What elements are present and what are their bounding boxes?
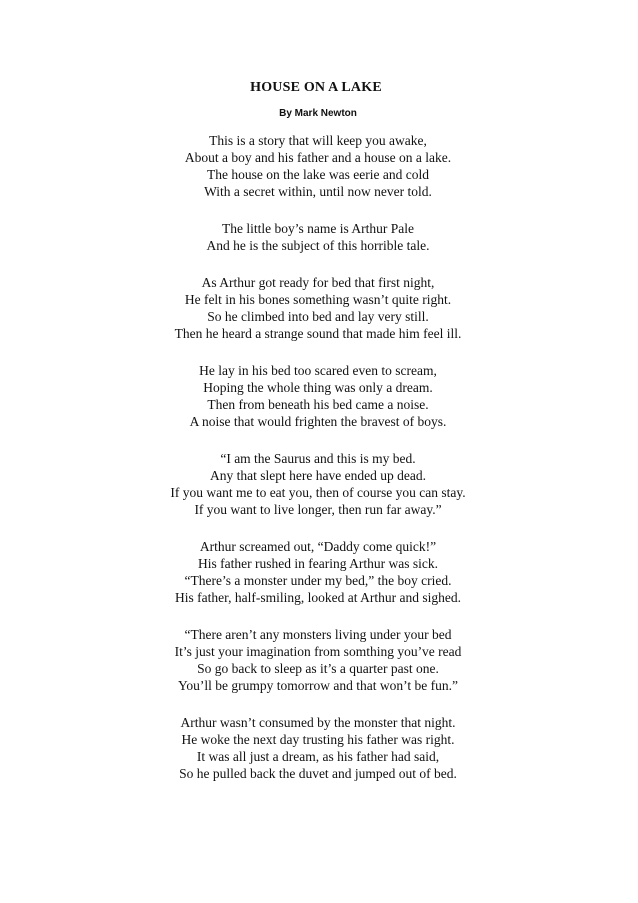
poem-line: So he climbed into bed and lay very still. bbox=[207, 309, 429, 324]
stanza bbox=[0, 714, 636, 782]
poem-line: If you want to live longer, then run far away.” bbox=[194, 502, 442, 517]
poem-line: Then he heard a strange sound that made him feel ill. bbox=[174, 326, 462, 341]
poem-line: As Arthur got ready for bed that first night, bbox=[201, 275, 435, 290]
poem-line: “There aren’t any monsters living under your bed bbox=[184, 627, 452, 642]
poem-line: Any that slept here have ended up dead. bbox=[210, 468, 426, 483]
poem-line: It’s just your imagination from somthing you’ve read bbox=[174, 644, 462, 659]
poem-line: And he is the subject of this horrible tale. bbox=[206, 238, 430, 253]
poem-title: HOUSE ON A LAKE bbox=[250, 80, 382, 95]
stanza bbox=[0, 362, 636, 430]
poem-line: The house on the lake was eerie and cold bbox=[207, 167, 429, 182]
poem-line: Then from beneath his bed came a noise. bbox=[207, 397, 429, 412]
poem-line: “I am the Saurus and this is my bed. bbox=[220, 451, 416, 466]
stanza bbox=[0, 220, 636, 254]
poem-line: Hoping the whole thing was only a dream. bbox=[203, 380, 433, 395]
poem-line: The little boy’s name is Arthur Pale bbox=[222, 221, 414, 236]
author-byline: By Mark Newton bbox=[279, 108, 357, 119]
poem-line: He felt in his bones something wasn’t quite right. bbox=[184, 292, 452, 307]
poem-line: Arthur wasn’t consumed by the monster that night. bbox=[180, 715, 456, 730]
stanza bbox=[0, 132, 636, 200]
stanza bbox=[0, 626, 636, 694]
poem-line: His father, half-smiling, looked at Arthur and sighed. bbox=[175, 590, 461, 605]
poem-line: He woke the next day trusting his father was right. bbox=[181, 732, 455, 747]
poem-line: His father rushed in fearing Arthur was sick. bbox=[198, 556, 438, 571]
poem-body bbox=[0, 132, 636, 802]
poem-line: About a boy and his father and a house on a lake. bbox=[184, 150, 452, 165]
stanza bbox=[0, 450, 636, 518]
poem-line: A noise that would frighten the bravest of boys. bbox=[189, 414, 447, 429]
poem-line: He lay in his bed too scared even to scream, bbox=[199, 363, 437, 378]
stanza bbox=[0, 274, 636, 342]
poem-line: “There’s a monster under my bed,” the boy cried. bbox=[184, 573, 452, 588]
poem-line: So go back to sleep as it’s a quarter past one. bbox=[197, 661, 439, 676]
poem-line: Arthur screamed out, “Daddy come quick!” bbox=[199, 539, 437, 554]
poem-line: It was all just a dream, as his father had said, bbox=[196, 749, 440, 764]
poem-line: So he pulled back the duvet and jumped out of bed. bbox=[179, 766, 457, 781]
poem-line: If you want me to eat you, then of course you can stay. bbox=[170, 485, 466, 500]
stanza bbox=[0, 538, 636, 606]
poem-line: You’ll be grumpy tomorrow and that won’t be fun.” bbox=[178, 678, 458, 693]
poem-line: This is a story that will keep you awake, bbox=[209, 133, 427, 148]
poem-line: With a secret within, until now never told. bbox=[204, 184, 432, 199]
